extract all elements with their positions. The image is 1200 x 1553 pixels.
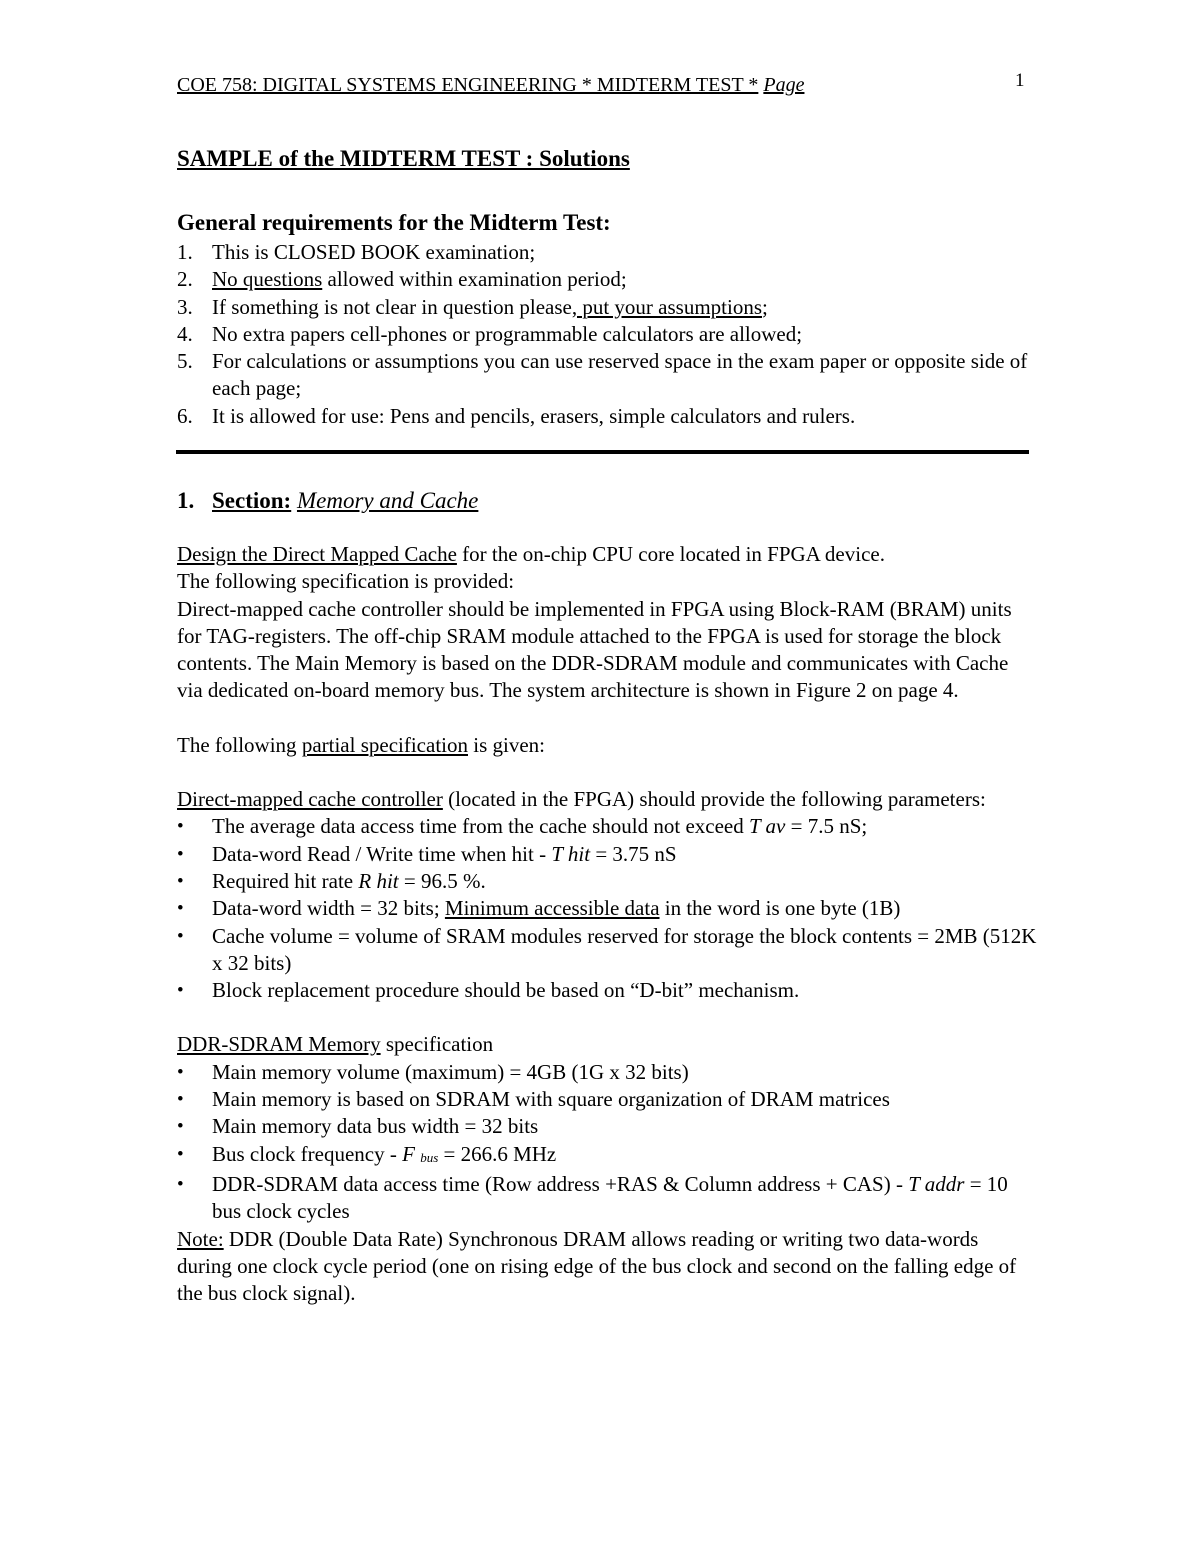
section-topic: Memory and Cache	[296, 488, 479, 513]
item-text-post: = 266.6 MHz	[438, 1141, 557, 1166]
ddr-spec-list	[177, 1059, 1037, 1226]
item-variable: T hit	[551, 841, 591, 866]
page-header	[177, 70, 1027, 97]
header-title: COE 758: DIGITAL SYSTEMS ENGINEERING * MIDTERM TEST *	[177, 74, 759, 96]
item-text: It is allowed for use: Pens and pencils, erasers, simple calculators and rulers.	[212, 403, 856, 428]
item-text: DDR-SDRAM data access time (Row address +RAS & Column address + CAS) -	[212, 1171, 909, 1196]
bullet-icon: •	[177, 816, 184, 838]
item-number: 2.	[177, 267, 193, 292]
cache-spec-underlined: Direct-mapped cache controller	[177, 787, 443, 812]
item-variable: T addr	[908, 1171, 965, 1196]
item-tail: ;	[762, 294, 768, 319]
bullet-icon: •	[177, 1143, 184, 1165]
item-text-post: = 7.5 nS;	[785, 814, 868, 839]
cache-spec-heading	[177, 786, 1037, 813]
partial-post: is given:	[468, 732, 545, 757]
item-number: 3.	[177, 294, 193, 319]
cache-spec-list	[177, 813, 1037, 1004]
horizontal-divider	[176, 450, 1029, 454]
intro-text: for the on-chip CPU core located in FPGA device.	[456, 542, 885, 566]
bullet-icon: •	[177, 1089, 184, 1111]
item-underlined-text: , put your assumptions	[571, 294, 763, 319]
item-text: Required hit rate	[212, 868, 359, 893]
requirement-item	[177, 239, 1037, 266]
list-item	[177, 841, 1037, 868]
item-text-post: = 96.5 %.	[398, 868, 486, 893]
blank-line	[177, 759, 1037, 786]
blank-line	[177, 1004, 1037, 1031]
intro-line	[177, 541, 1037, 568]
requirements-heading: General requirements for the Midterm Test:	[177, 210, 611, 235]
list-item	[177, 895, 1037, 922]
item-text: Data-word Read / Write time when hit -	[212, 841, 552, 866]
item-number: 6.	[177, 403, 193, 428]
item-text: allowed within examination period;	[322, 267, 627, 292]
item-variable: R hit	[358, 868, 399, 893]
item-underlined: Minimum accessible data	[444, 896, 660, 921]
item-subscript: bus	[420, 1149, 439, 1165]
requirement-item	[177, 321, 1037, 348]
item-text-post: = 3.75 nS	[590, 841, 677, 866]
section-body	[177, 541, 1037, 1307]
item-text: Bus clock frequency -	[212, 1141, 403, 1166]
intro-underlined: Design the Direct Mapped Cache	[177, 542, 457, 566]
bullet-icon: •	[177, 870, 184, 892]
list-item	[177, 923, 1037, 978]
intro-line-2: The following specification is provided:	[177, 569, 515, 594]
item-text: This is CLOSED BOOK examination;	[212, 240, 536, 264]
item-variable: T av	[749, 814, 786, 839]
item-underlined-text: No questions	[212, 267, 323, 292]
list-item	[177, 1059, 1037, 1086]
cache-spec-rest: (located in the FPGA) should provide the following parameters:	[442, 787, 986, 812]
item-text-post: = 10 bus clock cycles	[212, 1171, 1008, 1224]
note-label: Note:	[177, 1226, 224, 1251]
list-item	[177, 977, 1037, 1004]
item-text: Block replacement procedure should be based on “D-bit” mechanism.	[212, 978, 800, 1003]
section-number: 1.	[177, 488, 195, 513]
requirement-item	[177, 294, 1037, 321]
bullet-icon: •	[177, 980, 184, 1002]
item-text: Main memory data bus width = 32 bits	[212, 1114, 539, 1139]
section-label: Section:	[212, 488, 292, 513]
requirement-item	[177, 403, 1037, 430]
item-text: Data-word width = 32 bits;	[212, 896, 445, 921]
requirements-list	[177, 239, 1037, 430]
list-item	[177, 1113, 1037, 1140]
partial-underlined: partial specification	[301, 732, 468, 757]
list-item	[177, 813, 1037, 840]
item-number: 5.	[177, 349, 193, 374]
item-text-post: in the word is one byte (1B)	[659, 896, 901, 921]
item-text: Main memory volume (maximum) = 4GB (1G x 32 bits)	[212, 1059, 689, 1084]
item-text: If something is not clear in question please	[212, 294, 572, 319]
bullet-icon: •	[177, 1173, 184, 1195]
item-number: 1.	[177, 240, 193, 264]
item-text: The average data access time from the cache should not exceed	[212, 814, 749, 839]
list-item	[177, 868, 1037, 895]
item-text: Main memory is based on SDRAM with square organization of DRAM matrices	[212, 1087, 890, 1112]
requirement-item	[177, 266, 1037, 293]
bullet-icon: •	[177, 1116, 184, 1138]
intro-paragraph: Direct-mapped cache controller should be implemented in FPGA using Block-RAM (BRAM) units for TAG-registers. The off-chip SRAM module attached to the FPGA is used for storage the block contents. The Main Memory is based on the DDR-SDRAM module and communicates with Cache via dedicated on-board memory bus. The system architecture is shown in Figure 2 on page 4.	[177, 596, 1012, 703]
bullet-icon: •	[177, 1061, 184, 1083]
requirement-item	[177, 348, 1037, 403]
list-item	[177, 1141, 1037, 1171]
bullet-icon: •	[177, 898, 184, 920]
note-paragraph	[177, 1226, 1037, 1308]
list-item	[177, 1171, 1037, 1226]
ddr-spec-heading	[177, 1031, 1037, 1058]
bullet-icon: •	[177, 843, 184, 865]
item-number: 4.	[177, 321, 193, 346]
list-item	[177, 1086, 1037, 1113]
partial-spec-line	[177, 732, 1037, 759]
header-page-number: 1	[1015, 70, 1025, 91]
item-text: Cache volume = volume of SRAM modules reserved for storage the block contents = 2MB (512K x 32 bits)	[212, 923, 1037, 975]
item-variable: F	[402, 1141, 415, 1166]
ddr-spec-rest: specification	[380, 1032, 494, 1057]
note-text: DDR (Double Data Rate) Synchronous DRAM allows reading or writing two data-words during one clock cycle period (one on rising edge of the bus clock and second on the falling edge of the bus clock signal).	[177, 1226, 1017, 1306]
document-title: SAMPLE of the MIDTERM TEST : Solutions	[177, 146, 630, 171]
ddr-spec-underlined: DDR-SDRAM Memory	[177, 1032, 381, 1057]
section-heading	[177, 487, 1037, 514]
header-page-label: Page	[763, 74, 805, 96]
item-text: For calculations or assumptions you can use reserved space in the exam paper or opposite side of each page;	[212, 349, 1028, 401]
bullet-icon: •	[177, 925, 184, 947]
blank-line	[177, 705, 1037, 732]
partial-pre: The following	[177, 732, 302, 757]
item-text: No extra papers cell-phones or programmable calculators are allowed;	[212, 321, 803, 346]
